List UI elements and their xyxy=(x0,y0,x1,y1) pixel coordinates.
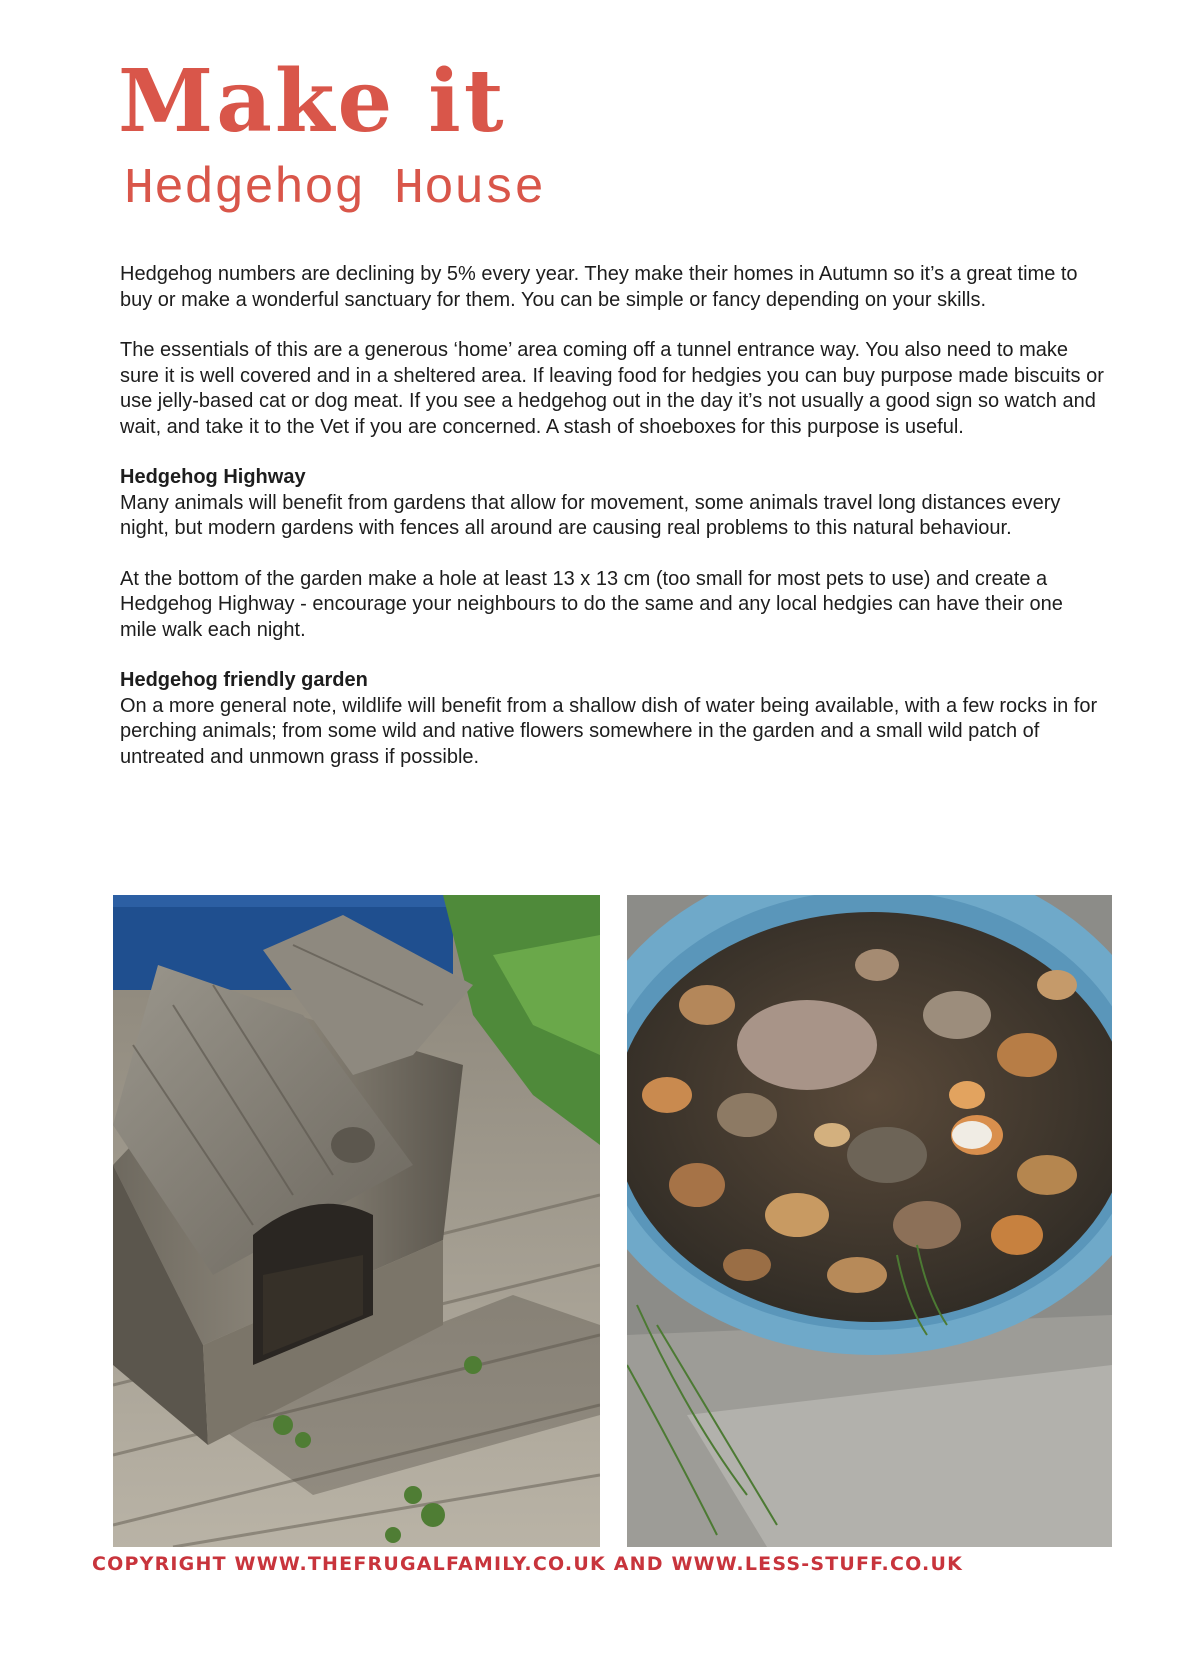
garden-paragraph: On a more general note, wildlife will benefit from a shallow dish of water being available, with a few rocks in for perching animals; from some wild and native flowers somewhere in the garden and a small wild patch of untreated and unmown grass if possible. xyxy=(120,694,1098,768)
hedgehog-house-photo xyxy=(113,895,600,1547)
essentials-paragraph: The essentials of this are a generous ‘home’ area coming off a tunnel entrance way. You also need to make sure it is well covered and in a sheltered area. If leaving food for hedgies you can buy purpose made biscuits or use jelly-based cat or dog meat. If you see a hedgehog out in the day it’s not usually a good sign so watch and wait, and take it to the Vet if you are concerned. A stash of shoeboxes for this purpose is useful. xyxy=(120,339,1104,438)
garden-heading: Hedgehog friendly garden xyxy=(120,669,368,691)
page-subtitle: Hedgehog House xyxy=(124,161,545,218)
highway-heading: Hedgehog Highway xyxy=(120,466,306,488)
article-body xyxy=(120,262,1105,770)
hole-paragraph: At the bottom of the garden make a hole at least 13 x 13 cm (too small for most pets to use) and create a Hedgehog Highway - encourage your neighbours to do the same and any local hedgies can have their one mile walk each night. xyxy=(120,567,1063,641)
water-dish-photo xyxy=(627,895,1112,1547)
highway-paragraph: Many animals will benefit from gardens that allow for movement, some animals travel long distances every night, but modern gardens with fences all around are causing real problems to this natural behaviour. xyxy=(120,491,1061,539)
copyright-footer: COPYRIGHT WWW.THEFRUGALFAMILY.CO.UK AND WWW.LESS-STUFF.CO.UK xyxy=(92,1553,964,1575)
intro-paragraph: Hedgehog numbers are declining by 5% every year. They make their homes in Autumn so it’s a great time to buy or make a wonderful sanctuary for them. You can be simple or fancy depending on your skills. xyxy=(120,263,1078,311)
page-title: Make it xyxy=(118,51,507,152)
